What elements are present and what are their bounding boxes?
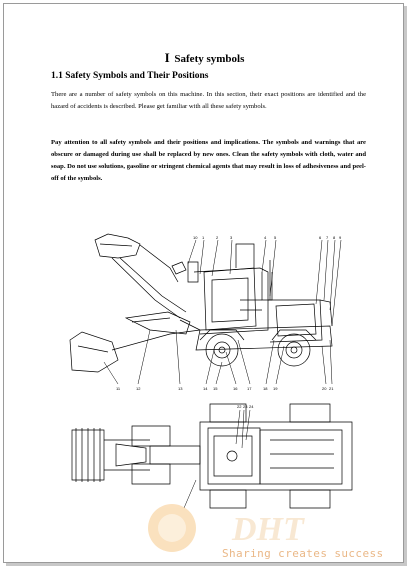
callout-label: 20 <box>322 386 327 391</box>
callout-label: 7 <box>326 235 329 240</box>
loader-top-view <box>72 404 352 508</box>
page-heading <box>0 50 409 66</box>
warning-paragraph: Pay attention to all safety symbols and their positions and implications. The symbols and warnings that are obscure or damaged during use shall be replaced by new ones. Clean the safety symbols with cloth, water and soap. Do not use solutions, gasoline or stringent chemical agents that may result in loss of adhesiveness and peel-off of the symbols. <box>51 139 366 182</box>
heading-numeral: I <box>164 50 170 65</box>
callout-label: 5 <box>274 235 277 240</box>
loader-diagram <box>0 225 409 568</box>
callout-label: 11 <box>116 386 121 391</box>
callout-label: 24 <box>249 404 254 409</box>
callout-label: 3 <box>230 235 233 240</box>
callout-label: 12 <box>136 386 141 391</box>
watermark-logo-text: DHT <box>232 511 304 548</box>
loader-side-view <box>70 234 332 372</box>
watermark-logo <box>148 504 305 552</box>
callout-label: 8 <box>333 235 336 240</box>
callout-label: 14 <box>203 386 208 391</box>
section-title: 1.1 Safety Symbols and Their Positions <box>51 71 209 81</box>
callout-label: 17 <box>247 386 252 391</box>
callout-label: 21 <box>329 386 334 391</box>
callout-label: 22 <box>237 404 242 409</box>
callout-label: 4 <box>264 235 267 240</box>
callout-label: 15 <box>213 386 218 391</box>
callout-leader-lines <box>104 240 341 384</box>
callout-label: 13 <box>178 386 183 391</box>
intro-paragraph: There are a number of safety symbols on this machine. In this section, their exact positions are identified and the hazard of accidents is described. Please get familiar with all these safety symbols. <box>51 91 366 110</box>
callout-label: 18 <box>263 386 268 391</box>
callout-label: 10 <box>193 235 198 240</box>
callout-label: 2 <box>216 235 219 240</box>
callout-label: 19 <box>273 386 278 391</box>
callout-label: 1 <box>202 235 205 240</box>
watermark-tagline: Sharing creates success <box>222 547 384 560</box>
callout-label: 16 <box>233 386 238 391</box>
callout-label: 6 <box>319 235 322 240</box>
heading-text: Safety symbols <box>174 53 245 65</box>
callout-label: 23 <box>243 404 248 409</box>
callout-label: 9 <box>339 235 342 240</box>
